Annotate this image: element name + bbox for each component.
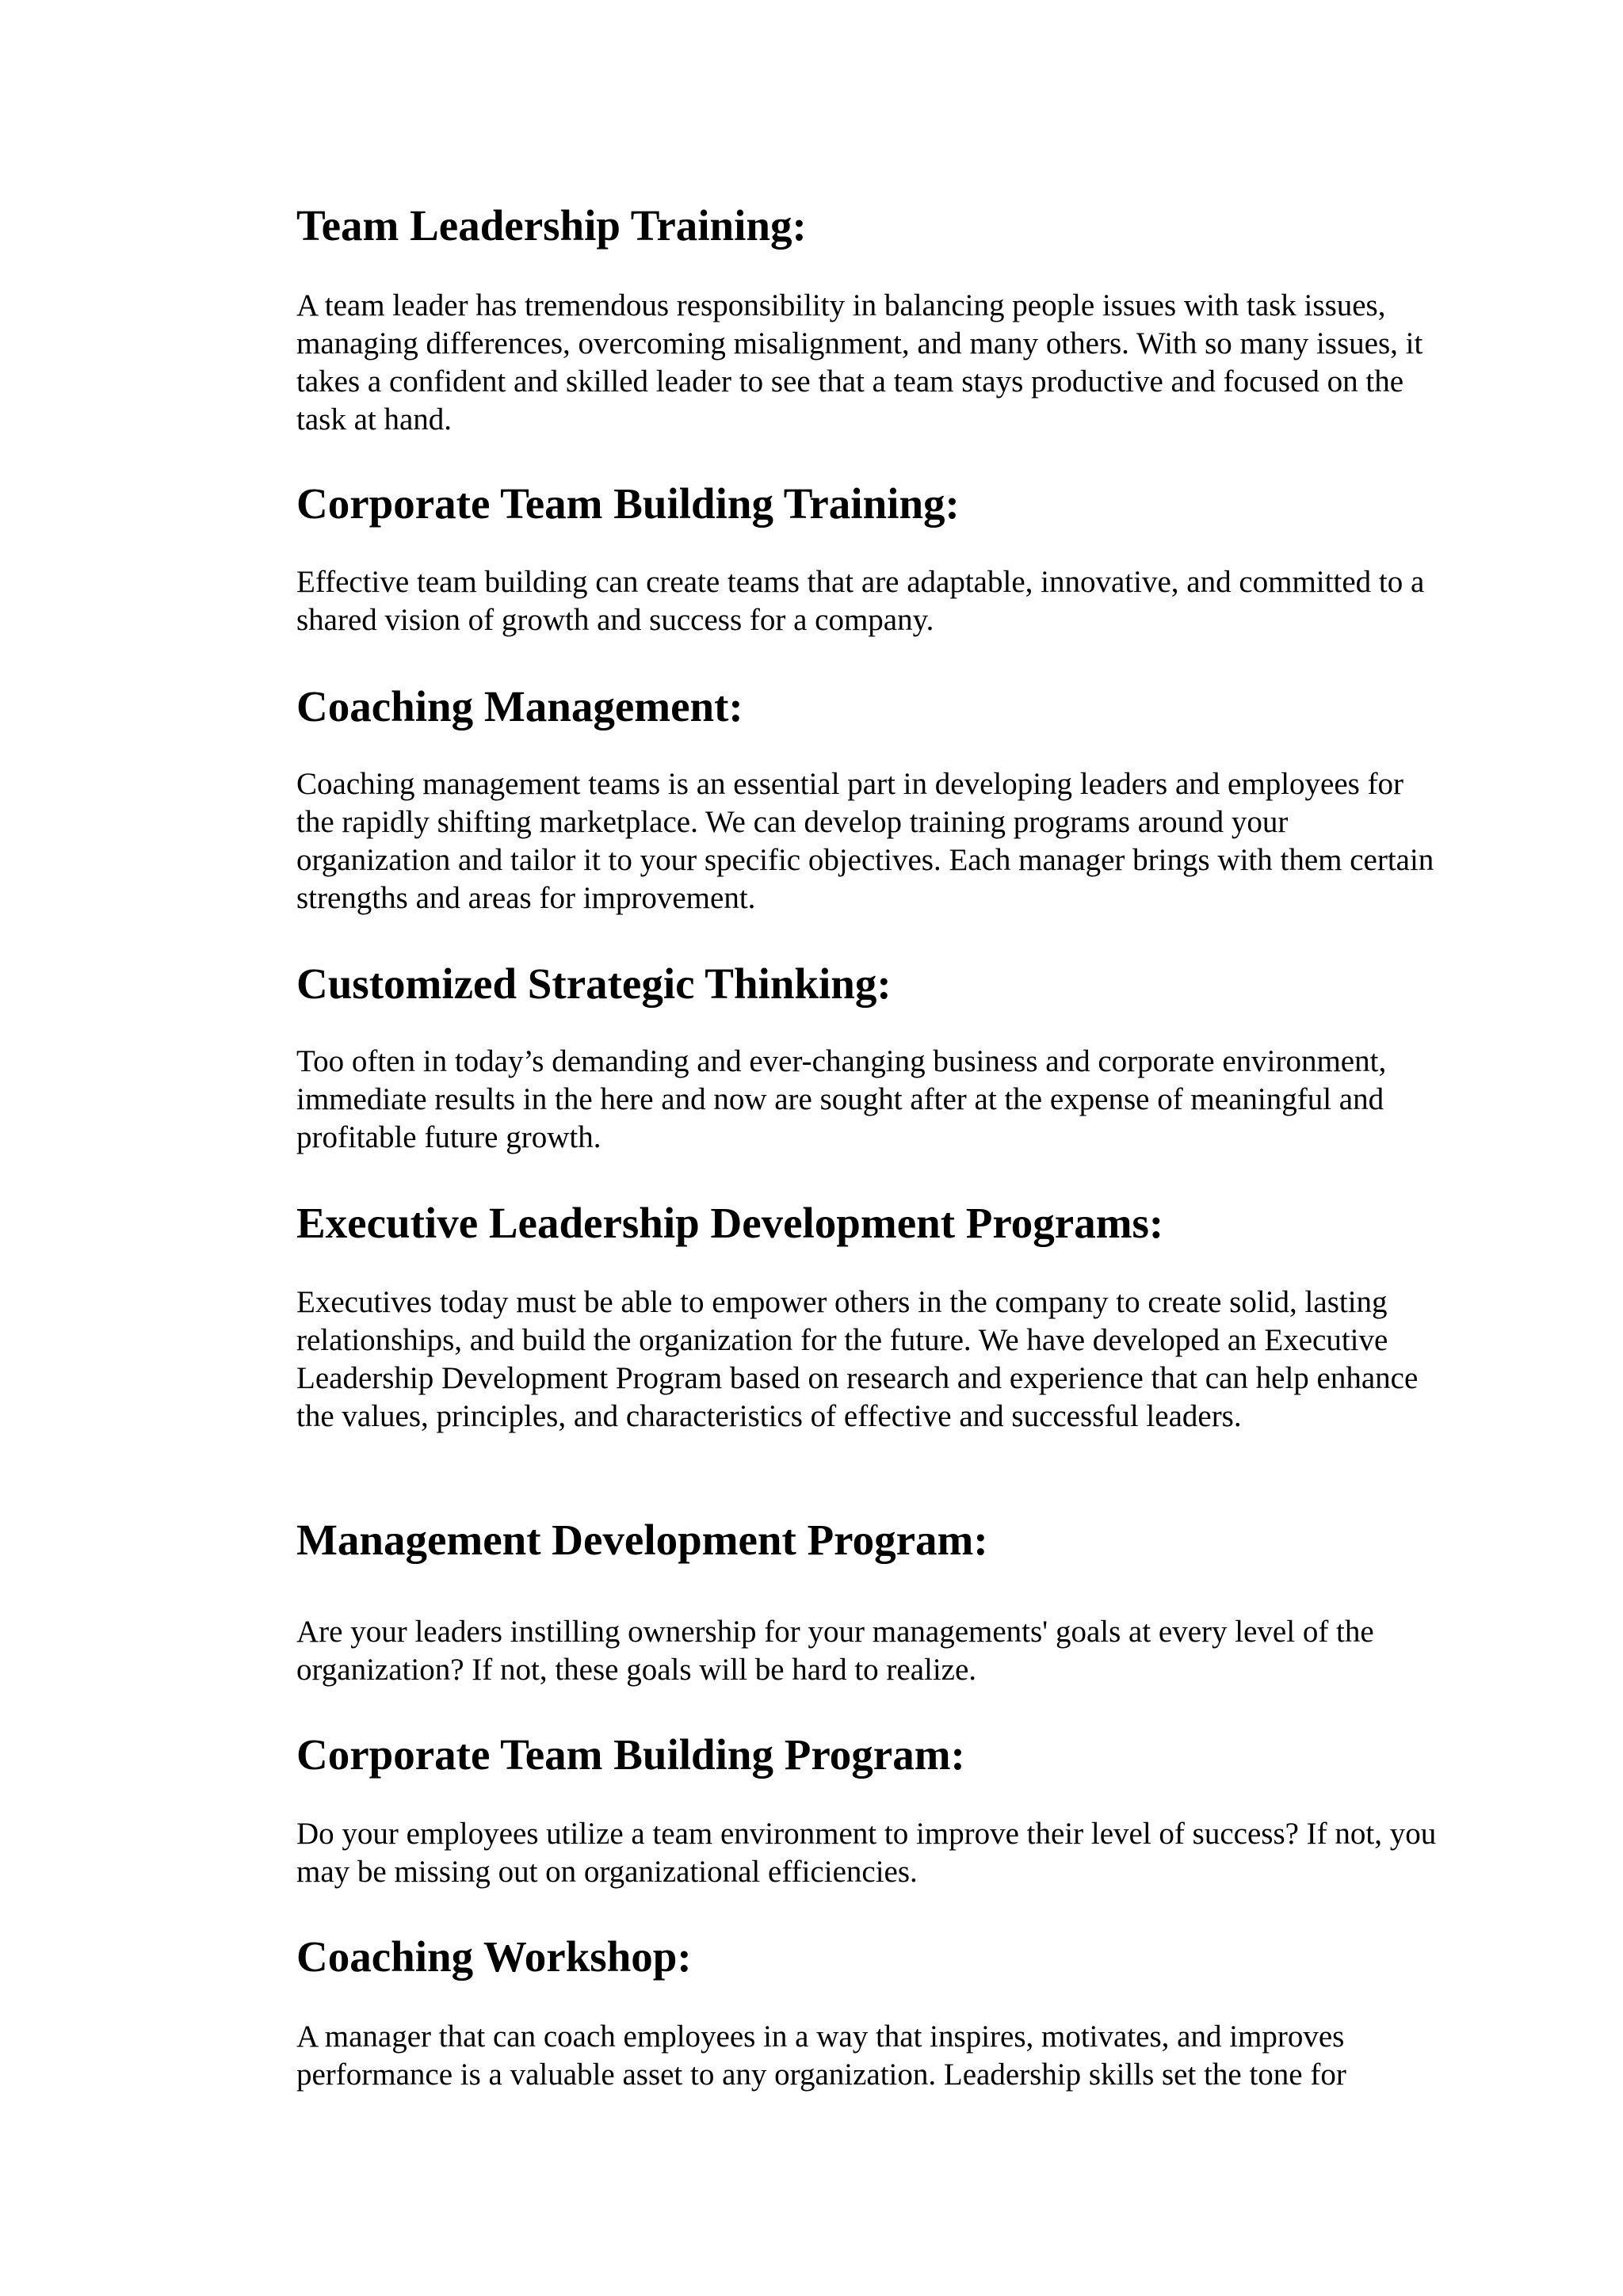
section-body: Do your employees utilize a team environment to improve their level of success? If not, you may be missing out on organizational efficiencies.: [296, 1817, 1437, 1889]
section-management-development-program: [296, 1514, 1438, 1687]
section-body: Coaching management teams is an essential part in developing leaders and employees for the rapidly shifting marketplace. We can develop training programs around your organization and tailor it to your specific objectives. Each manager brings with them certain strengths and areas for improvement.: [296, 767, 1434, 915]
section-heading: Coaching Workshop:: [296, 1932, 692, 1981]
section-customized-strategic-thinking: [296, 958, 1438, 1154]
section-heading: Corporate Team Building Training:: [296, 479, 960, 528]
section-heading: Management Development Program:: [296, 1516, 988, 1564]
section-body: Are your leaders instilling ownership for your managements' goals at every level of the organization? If not, these goals will be hard to realize.: [296, 1615, 1374, 1687]
section-heading: Corporate Team Building Program:: [296, 1730, 965, 1779]
section-coaching-management: [296, 681, 1438, 915]
section-body: Too often in today’s demanding and ever-changing business and corporate environment, immediate results in the here and now are sought after at the expense of meaningful and profitable future growth.: [296, 1044, 1387, 1154]
section-body: A manager that can coach employees in a way that inspires, motivates, and improves performance is a valuable asset to any organization. Leadership skills set the tone for: [296, 2019, 1346, 2092]
section-team-leadership-training: [296, 200, 1438, 437]
section-heading: Coaching Management:: [296, 682, 743, 730]
section-heading: Customized Strategic Thinking:: [296, 959, 892, 1008]
section-executive-leadership-development-programs: [296, 1197, 1438, 1433]
section-corporate-team-building-training: [296, 478, 1438, 637]
section-heading: Team Leadership Training:: [296, 201, 807, 250]
section-body: Executives today must be able to empower others in the company to create solid, lasting relationships, and build the organization for the future. We have developed an Executive Leadership Development Program based on research and experience that can help enhance the values, principles, and characteristics of effective and successful leaders.: [296, 1285, 1419, 1433]
section-body: Effective team building can create teams that are adaptable, innovative, and committed to a shared vision of growth and success for a company.: [296, 565, 1425, 637]
section-heading: Executive Leadership Development Programs:: [296, 1199, 1164, 1247]
section-coaching-workshop: [296, 1931, 1438, 2092]
section-corporate-team-building-program: [296, 1729, 1438, 1889]
section-body: A team leader has tremendous responsibility in balancing people issues with task issues, managing differences, overcoming misalignment, and many others. With so many issues, it takes a confident and skilled leader to see that a team stays productive and focused on the task at hand.: [296, 288, 1423, 437]
